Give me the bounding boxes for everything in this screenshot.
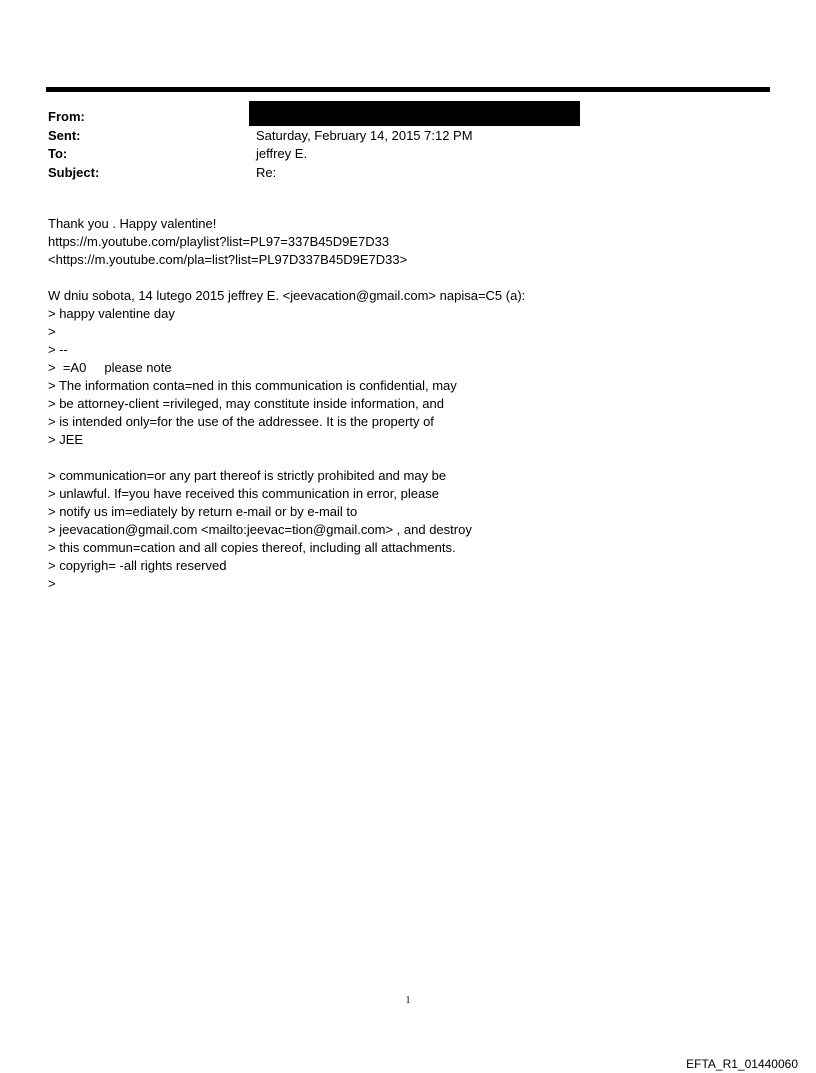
body-line: > [48, 324, 56, 339]
body-line: > =A0 please note [48, 360, 172, 375]
to-value: jeffrey E. [256, 146, 308, 161]
body-line: > The information conta=ned in this communication is confidential, may [48, 378, 457, 393]
to-row [48, 145, 768, 164]
from-label: From: [48, 109, 85, 124]
email-body [48, 215, 768, 593]
sent-value: Saturday, February 14, 2015 7:12 PM [256, 127, 473, 143]
sent-row [48, 127, 768, 146]
body-line: > JEE [48, 432, 84, 447]
body-line: https://m.youtube.com/playlist?list=PL97=337B45D9E7D33 [48, 234, 390, 249]
from-row [48, 108, 768, 127]
body-line: > happy valentine day [48, 306, 175, 321]
document-id: EFTA_R1_01440060 [686, 1057, 798, 1071]
body-line: > notify us im=ediately by return e-mail or by e-mail to [48, 504, 358, 519]
body-line: > copyrigh= -all rights reserved [48, 558, 227, 573]
body-line: > jeevacation@gmail.com <mailto:jeevac=tion@gmail.com> , and destroy [48, 522, 472, 537]
subject-row [48, 164, 768, 183]
body-line: > be attorney-client =rivileged, may constitute inside information, and [48, 396, 444, 411]
body-line: W dniu sobota, 14 lutego 2015 jeffrey E. <jeevacation@gmail.com> napisa=C5 (a): [48, 288, 526, 303]
page-number: 1 [405, 995, 411, 1006]
body-line: > this commun=cation and all copies thereof, including all attachments. [48, 540, 456, 555]
sent-label: Sent: [48, 127, 81, 143]
body-line: > unlawful. If=you have received this communication in error, please [48, 486, 439, 501]
body-line: > -- [48, 342, 68, 357]
body-line: > is intended only=for the use of the addressee. It is the property of [48, 414, 434, 429]
subject-label: Subject: [48, 164, 100, 180]
body-line: > [48, 576, 56, 591]
body-line: <https://m.youtube.com/pla=list?list=PL97D337B45D9E7D33> [48, 252, 408, 267]
top-rule [46, 87, 770, 92]
body-line [48, 449, 768, 467]
to-label: To: [48, 146, 68, 161]
body-line: Thank you . Happy valentine! [48, 216, 217, 231]
subject-value: Re: [256, 164, 277, 180]
body-line [48, 269, 768, 287]
body-line: > communication=or any part thereof is strictly prohibited and may be [48, 468, 447, 483]
email-header [48, 108, 768, 182]
